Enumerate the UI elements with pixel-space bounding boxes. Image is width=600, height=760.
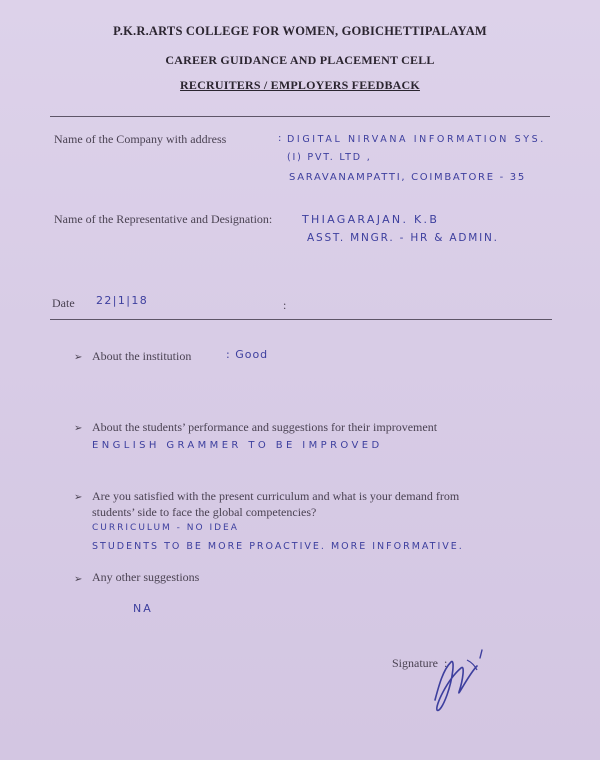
bullet-arrow-icon: ➢ [74, 423, 83, 434]
question-other-suggestions: Any other suggestions [92, 570, 200, 584]
representative-name: THIAGARAJAN. K.B [302, 213, 440, 226]
signature-colon: : [444, 656, 448, 670]
date-colon: : [283, 298, 287, 312]
college-name: P.K.R.ARTS COLLEGE FOR WOMEN, GOBICHETTIPALAYAM [113, 24, 487, 38]
signature-label: Signature [392, 656, 438, 670]
form-title: RECRUITERS / EMPLOYERS FEEDBACK [180, 78, 420, 92]
company-line-3: SARAVANAMPATTI, COIMBATORE - 35 [289, 172, 526, 183]
answer-other-suggestions: NA [133, 602, 153, 615]
question-students-performance: About the students’ performance and suggestions for their improvement [92, 420, 438, 434]
bullet-arrow-icon: ➢ [74, 574, 83, 585]
company-label: Name of the Company with address [54, 132, 227, 146]
answer-institution: : Good [226, 348, 269, 361]
representative-label: Name of the Representative and Designation: [54, 212, 273, 226]
bullet-arrow-icon: ➢ [74, 352, 83, 363]
answer-students-performance: ENGLISH GRAMMER TO BE IMPROVED [92, 440, 383, 451]
answer-curriculum-line-2: STUDENTS TO BE MORE PROACTIVE. MORE INFORMATIVE. [92, 541, 464, 552]
company-line-1: DIGITAL NIRVANA INFORMATION SYS. [287, 134, 546, 145]
question-curriculum-line-1: Are you satisfied with the present curriculum and what is your demand from [92, 489, 460, 503]
question-curriculum-line-2: students’ side to face the global competencies? [92, 505, 317, 519]
date-label: Date [52, 296, 75, 310]
bullet-arrow-icon: ➢ [74, 492, 83, 503]
answer-curriculum-line-1: CURRICULUM - NO IDEA [92, 523, 239, 533]
company-colon: : [278, 133, 284, 144]
representative-designation: ASST. MNGR. - HR & ADMIN. [307, 232, 499, 244]
date-value: 22|1|18 [96, 294, 149, 307]
question-institution: About the institution [92, 349, 192, 363]
handwritten-signature [425, 640, 515, 720]
date-divider [50, 319, 552, 320]
cell-name: CAREER GUIDANCE AND PLACEMENT CELL [165, 53, 435, 67]
company-line-2: (I) PVT. LTD , [287, 152, 372, 163]
top-divider [50, 116, 550, 117]
